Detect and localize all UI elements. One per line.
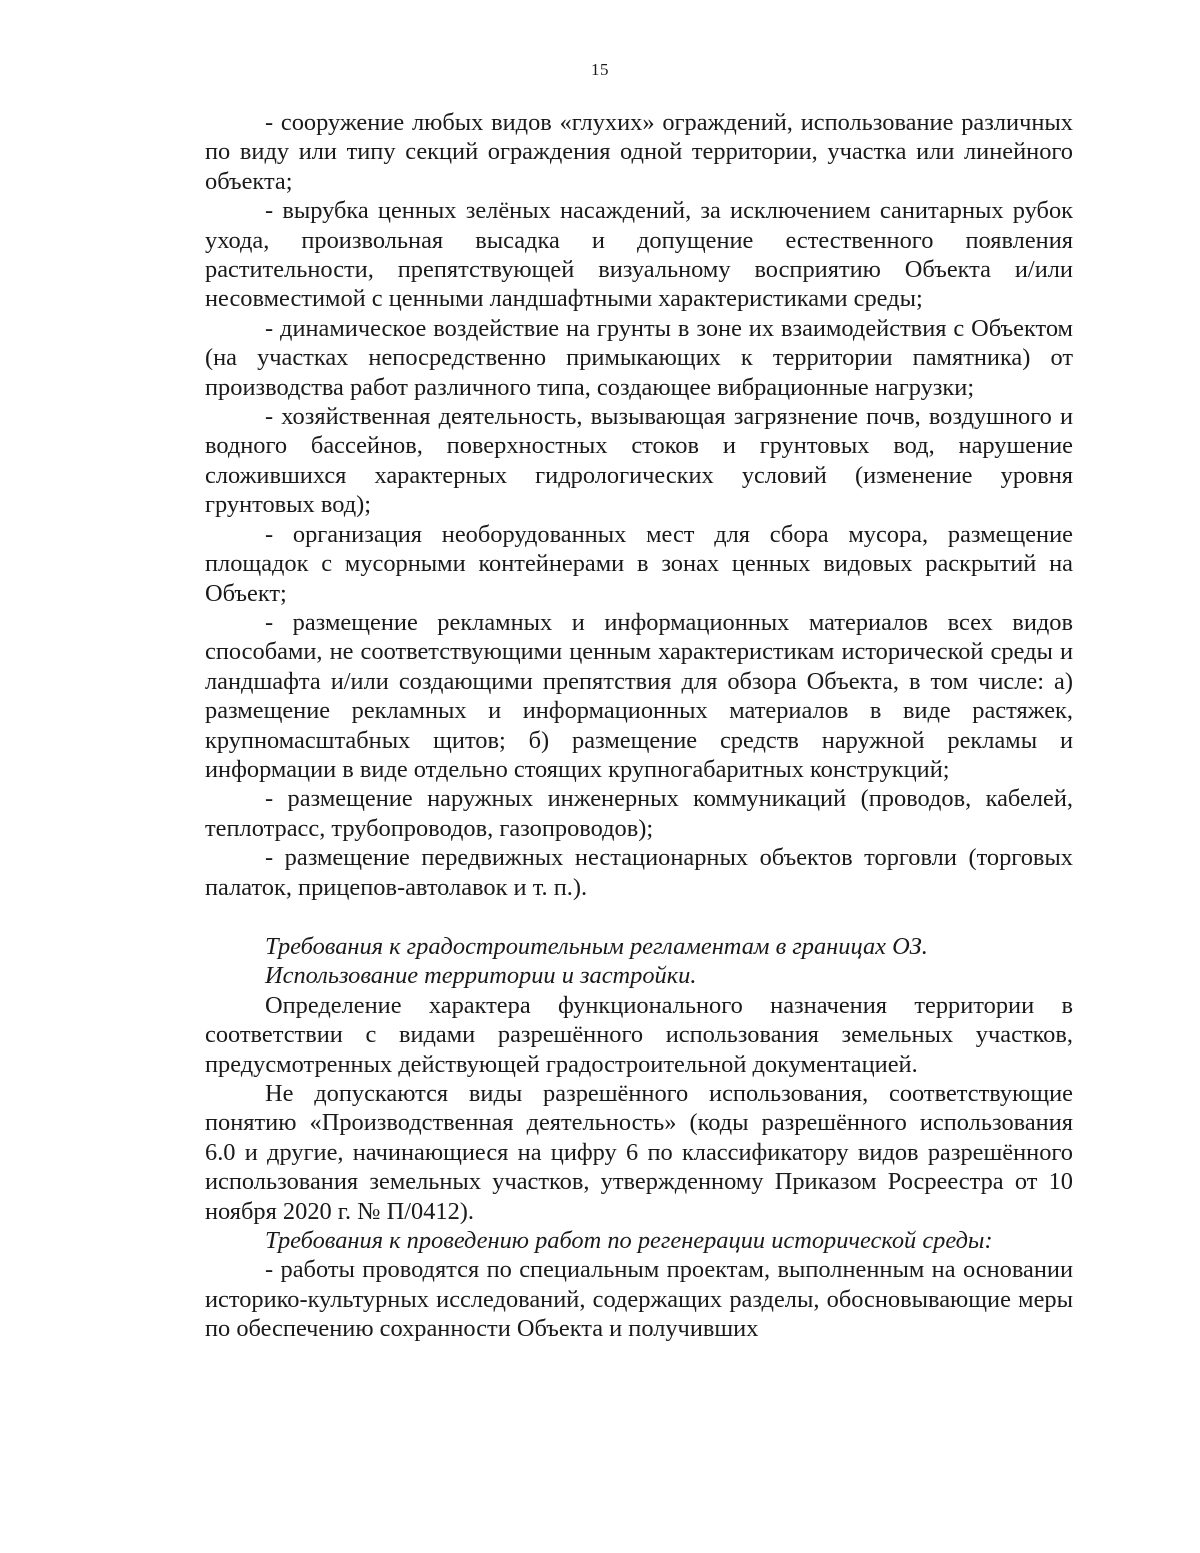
- paragraph: - размещение рекламных и информационных материалов всех видов способами, не соответствующими ценным характеристикам исторической среды и ландшафта и/или создающими препятствия для обзора Объекта, в том числе: а) размещение рекламных и информационных материалов в виде растяжек, крупномасштабных щитов; б) размещение средств наружной рекламы и информации в виде отдельно стоящих крупногабаритных конструкций;: [205, 608, 1073, 783]
- page-number: 15: [591, 60, 609, 79]
- paragraph: - вырубка ценных зелёных насаждений, за исключением санитарных рубок ухода, произвольная высадка и допущение естественного появления растительности, препятствующей визуальному восприятию Объекта и/или несовместимой с ценными ландшафтными характеристиками среды;: [205, 197, 1073, 313]
- section-gap: [205, 902, 1073, 932]
- section-subheading: Использование территории и застройки.: [265, 962, 697, 990]
- paragraph: - динамическое воздействие на грунты в зоне их взаимодействия с Объектом (на участках непосредственно примыкающих к территории памятника) от производства работ различного типа, создающее вибрационные нагрузки;: [205, 314, 1073, 401]
- paragraph: Определение характера функционального назначения территории в соответствии с видами разрешённого использования земельных участков, предусмотренных действующей градостроительной документацией.: [205, 991, 1073, 1078]
- document-body: [205, 108, 1073, 1344]
- paragraph: - работы проводятся по специальным проектам, выполненным на основании историко-культурных исследований, содержащих разделы, обосновывающие меры по обеспечению сохранности Объекта и получивших: [205, 1256, 1073, 1343]
- paragraph: - сооружение любых видов «глухих» ограждений, использование различных по виду или типу секций ограждения одной территории, участка или линейного объекта;: [205, 109, 1073, 195]
- paragraph: Не допускаются виды разрешённого использования, соответствующие понятию «Производственная деятельность» (коды разрешённого использования 6.0 и другие, начинающиеся на цифру 6 по классификатору видов разрешённого использования земельных участков, утвержденному Приказом Росреестра от 10 ноября 2020 г. № П/0412).: [205, 1080, 1073, 1225]
- paragraph: - организация необорудованных мест для сбора мусора, размещение площадок с мусорными контейнерами в зонах ценных видовых раскрытий на Объект;: [205, 520, 1073, 607]
- paragraph: - размещение передвижных нестационарных объектов торговли (торговых палаток, прицепов-автолавок и т. п.).: [205, 844, 1073, 901]
- paragraph: - размещение наружных инженерных коммуникаций (проводов, кабелей, теплотрасс, трубопроводов, газопроводов);: [205, 785, 1073, 842]
- section-heading: Требования к проведению работ по регенерации исторической среды:: [265, 1227, 993, 1255]
- section-heading: Требования к градостроительным регламентам в границах ОЗ.: [265, 932, 928, 960]
- paragraph: - хозяйственная деятельность, вызывающая загрязнение почв, воздушного и водного бассейнов, поверхностных стоков и грунтовых вод, нарушение сложившихся характерных гидрологических условий (изменение уровня грунтовых вод);: [205, 403, 1073, 519]
